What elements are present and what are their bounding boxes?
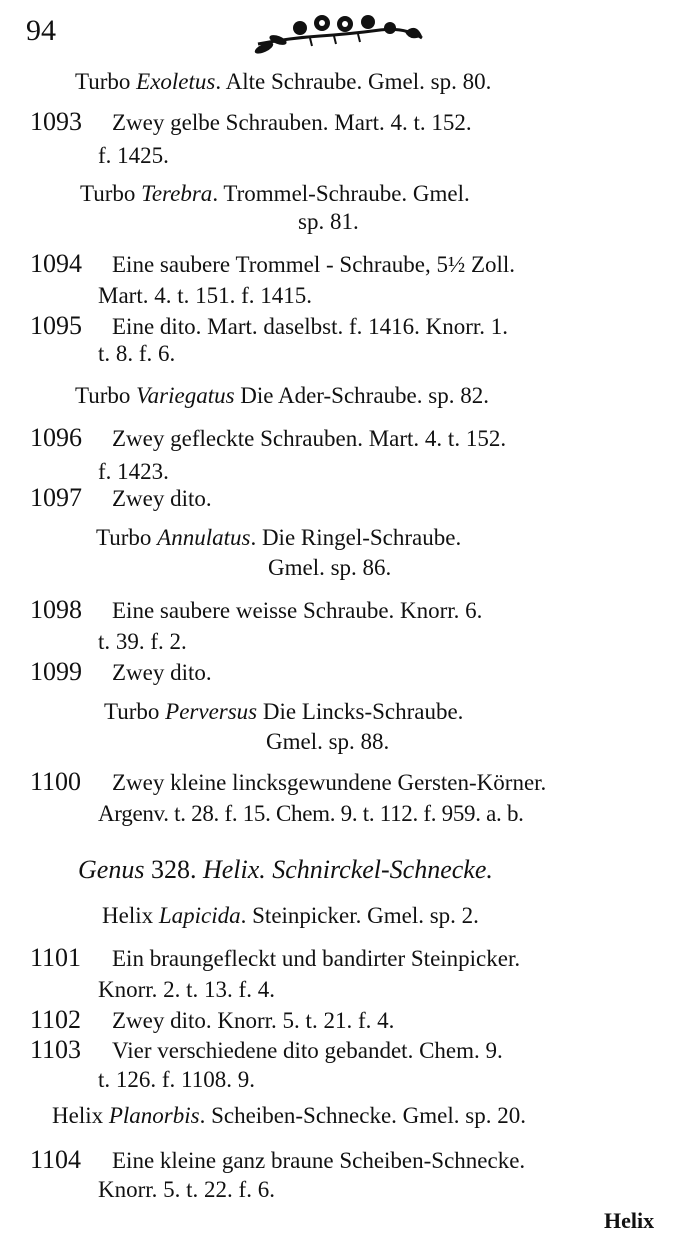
entry-1103: 1103 Vier verschiedene dito gebandet. Chem. 9.	[30, 1035, 503, 1064]
species-heading-annulatus: Turbo Annulatus. Die Ringel-Schraube.	[96, 525, 462, 550]
catchword: Helix	[604, 1208, 655, 1233]
page-number: 94	[26, 14, 56, 47]
floral-ornament-icon	[250, 8, 430, 54]
entry-1093-cont: f. 1425.	[98, 143, 169, 168]
species-heading-perversus: Turbo Perversus Die Lincks-Schraube.	[104, 699, 464, 724]
genus-heading: Genus 328. Helix. Schnirckel-Schnecke.	[78, 855, 493, 884]
entry-1098: 1098 Eine saubere weisse Schraube. Knorr. 6.	[30, 595, 483, 624]
entry-1102: 1102 Zwey dito. Knorr. 5. t. 21. f. 4.	[30, 1005, 395, 1034]
species-heading-perversus-cont: Gmel. sp. 88.	[266, 729, 390, 754]
entry-1096-cont: f. 1423.	[98, 459, 169, 484]
entry-1096: 1096 Zwey gefleckte Schrauben. Mart. 4. t. 152.	[30, 423, 507, 452]
entry-1101-cont: Knorr. 2. t. 13. f. 4.	[98, 977, 275, 1002]
entry-1104-cont: Knorr. 5. t. 22. f. 6.	[98, 1177, 275, 1202]
species-heading-variegatus: Turbo Variegatus Die Ader-Schraube. sp. 82.	[75, 383, 489, 408]
species-heading-planorbis: Helix Planorbis. Scheiben-Schnecke. Gmel. sp. 20.	[52, 1103, 526, 1128]
species-heading-lapicida: Helix Lapicida. Steinpicker. Gmel. sp. 2.	[102, 903, 479, 928]
entry-1099: 1099 Zwey dito.	[30, 657, 212, 686]
entry-1100: 1100 Zwey kleine lincksgewundene Gersten-Körner.	[30, 767, 547, 796]
entry-1100-cont: Argenv. t. 28. f. 15. Chem. 9. t. 112. f. 959. a. b.	[98, 801, 524, 826]
entry-1094: 1094 Eine saubere Trommel - Schraube, 5½ Zoll.	[30, 249, 516, 278]
entry-1101: 1101 Ein braungefleckt und bandirter Steinpicker.	[30, 943, 521, 972]
entry-1095-cont: t. 8. f. 6.	[98, 341, 176, 366]
species-heading-exoletus: Turbo Exoletus. Alte Schraube. Gmel. sp. 80.	[75, 69, 492, 94]
entry-1098-cont: t. 39. f. 2.	[98, 629, 187, 654]
species-heading-terebra: Turbo Terebra. Trommel-Schraube. Gmel.	[80, 181, 470, 206]
entry-1094-cont: Mart. 4. t. 151. f. 1415.	[98, 283, 313, 308]
entry-1093: 1093 Zwey gelbe Schrauben. Mart. 4. t. 152.	[30, 107, 472, 136]
species-heading-annulatus-cont: Gmel. sp. 86.	[268, 555, 392, 580]
entry-1097: 1097 Zwey dito.	[30, 483, 212, 512]
entry-1103-cont: t. 126. f. 1108. 9.	[98, 1067, 255, 1092]
entry-1095: 1095 Eine dito. Mart. daselbst. f. 1416. Knorr. 1.	[30, 311, 509, 340]
entry-1104: 1104 Eine kleine ganz braune Scheiben-Schnecke.	[30, 1145, 526, 1174]
species-heading-terebra-cont: sp. 81.	[298, 209, 359, 234]
